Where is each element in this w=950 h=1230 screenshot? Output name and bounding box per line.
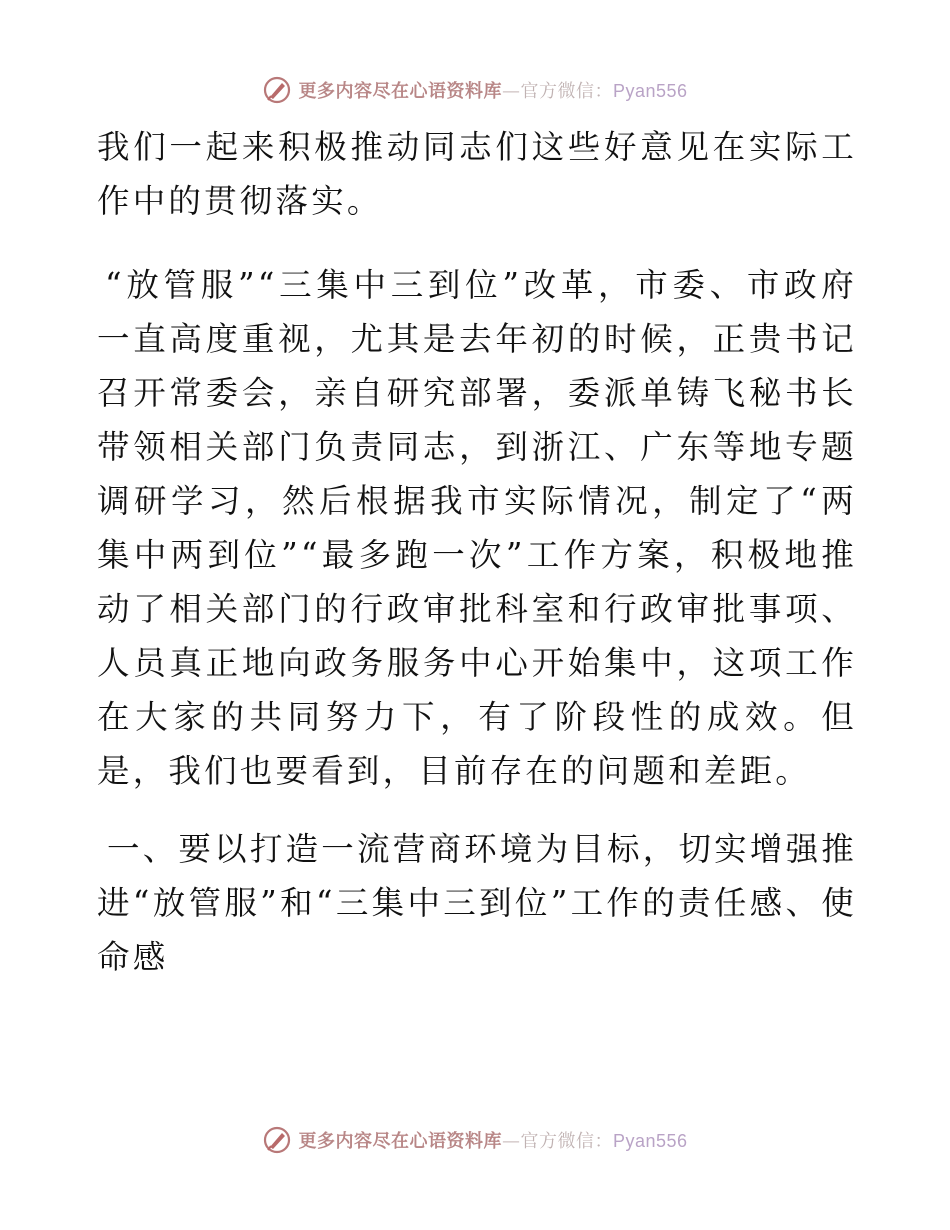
watermark-text xyxy=(298,1127,687,1153)
watermark-id: Pyan556 xyxy=(612,81,688,101)
footer-watermark xyxy=(0,1122,950,1158)
watermark-label: 官方微信： xyxy=(520,81,613,102)
paragraph-2: “放管服”“三集中三到位”改革，市委、市政府一直高度重视，尤其是去年初的时候，正贵书记召开常委会，亲自研究部署，委派单铸飞秘书长带领相关部门负责同志，到浙江、广东等地专题调研学习，然后根据我市实际情况，制定了“两集中两到位”“最多跑一次”工作方案，积极地推动了相关部门的行政审批科室和行政审批事项、人员真正地向政务服务中心开始集中，这项工作在大家的共同努力下，有了阶段性的成效。但是，我们也要看到，目前存在的问题和差距。 xyxy=(97,266,857,790)
document-body xyxy=(97,120,857,984)
quill-pen-circle-icon xyxy=(262,1125,292,1155)
section-heading-1: 一、要以打造一流营商环境为目标，切实增强推进“放管服”和“三集中三到位”工作的责任感、使命感 xyxy=(97,830,857,976)
watermark-brand: 更多内容尽在心语资料库 xyxy=(298,1131,502,1152)
watermark-separator: — xyxy=(501,1131,521,1152)
paragraph-1: 我们一起来积极推动同志们这些好意见在实际工作中的贯彻落实。 xyxy=(97,128,857,220)
header-watermark xyxy=(0,72,950,108)
watermark-text xyxy=(298,77,687,103)
quill-pen-circle-icon xyxy=(262,75,292,105)
watermark-separator: — xyxy=(501,81,521,102)
watermark-label: 官方微信： xyxy=(520,1131,613,1152)
watermark-id: Pyan556 xyxy=(612,1131,688,1151)
watermark-brand: 更多内容尽在心语资料库 xyxy=(298,81,502,102)
